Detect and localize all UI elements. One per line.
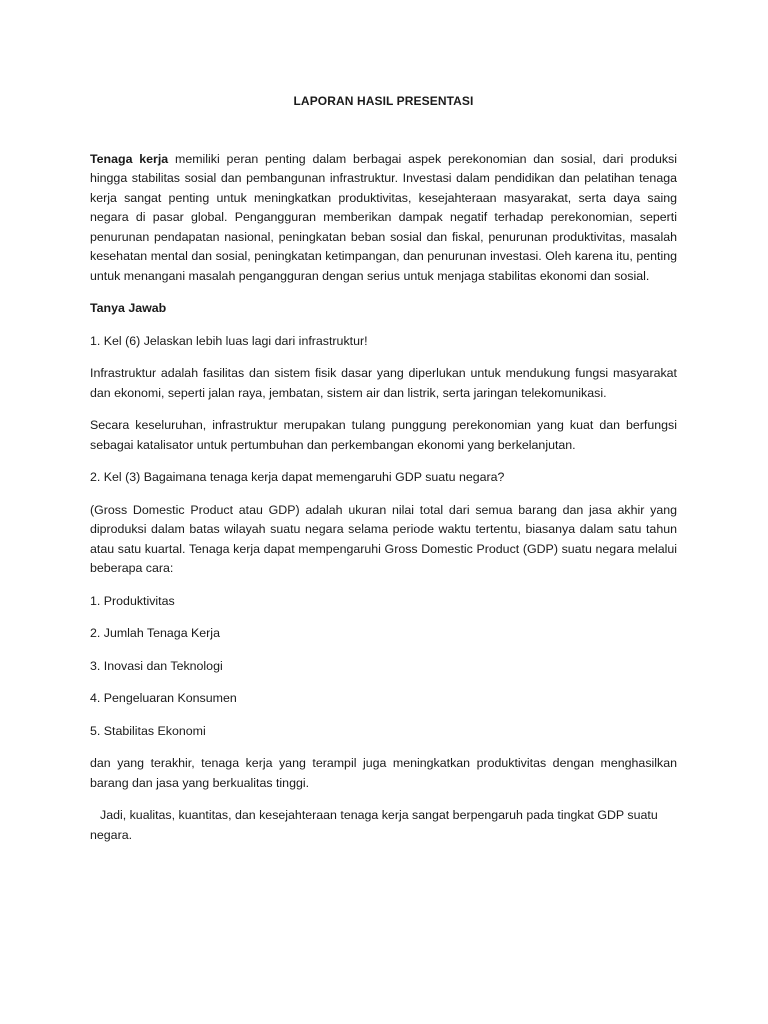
question-2: 2. Kel (3) Bagaimana tenaga kerja dapat memengaruhi GDP suatu negara? [90,470,505,484]
qa-heading: Tanya Jawab [90,301,167,315]
conclusion-paragraph: Jadi, kualitas, kuantitas, dan kesejahteraan tenaga kerja sangat berpengaruh pada tingkat GDP suatu negara. [90,808,658,842]
list-item: 4. Pengeluaran Konsumen [90,691,237,705]
list-item: 3. Inovasi dan Teknologi [90,658,223,673]
answer-2-paragraph-2: dan yang terakhir, tenaga kerja yang terampil juga meningkatkan produktivitas dengan menghasilkan barang dan jasa yang berkualitas tinggi. [90,756,677,790]
list-item: 2. Jumlah Tenaga Kerja [90,626,220,640]
intro-bold-lead: Tenaga kerja [90,151,169,166]
intro-text: memiliki peran penting dalam berbagai aspek perekonomian dan sosial, dari produksi hingga stabilitas sosial dan pembangunan infrastruktur. Investasi dalam pendidikan dan pelatihan tenaga kerja sangat penting untuk meningkatkan produktivitas, kesejahteraan masyarakat, serta daya saing negara di pasar global. Pengangguran memberikan dampak negatif terhadap perekonomian, seperti penurunan pendapatan nasional, peningkatan beban sosial dan fiskal, penurunan produktivitas, masalah kesehatan mental dan sosial, peningkatan ketimpangan, dan penurunan investasi. Oleh karena itu, penting untuk menangani masalah pengangguran dengan serius untuk menjaga stabilitas ekonomi dan sosial. [90,151,677,283]
answer-2-paragraph-1: (Gross Domestic Product atau GDP) adalah ukuran nilai total dari semua barang dan jasa akhir yang diproduksi dalam batas wilayah suatu negara selama periode waktu tertentu, biasanya dalam satu tahun atau satu kuartal. Tenaga kerja dapat mempengaruhi Gross Domestic Product (GDP) suatu negara melalui beberapa cara: [90,502,677,575]
question-1: 1. Kel (6) Jelaskan lebih luas lagi dari infrastruktur! [90,333,368,348]
answer-1-paragraph-1: Infrastruktur adalah fasilitas dan sistem fisik dasar yang diperlukan untuk mendukung fungsi masyarakat dan ekonomi, seperti jalan raya, jembatan, sistem air dan listrik, serta jaringan telekomunikasi. [90,366,677,400]
answer-1-paragraph-2: Secara keseluruhan, infrastruktur merupakan tulang punggung perekonomian yang kuat dan berfungsi sebagai katalisator untuk pertumbuhan dan perkembangan ekonomi yang berkelanjutan. [90,418,677,452]
document-body [90,92,677,858]
intro-paragraph [90,150,677,287]
list-item: 5. Stabilitas Ekonomi [90,723,206,738]
list-item: 1. Produktivitas [90,593,175,608]
document-title: LAPORAN HASIL PRESENTASI [293,94,474,108]
